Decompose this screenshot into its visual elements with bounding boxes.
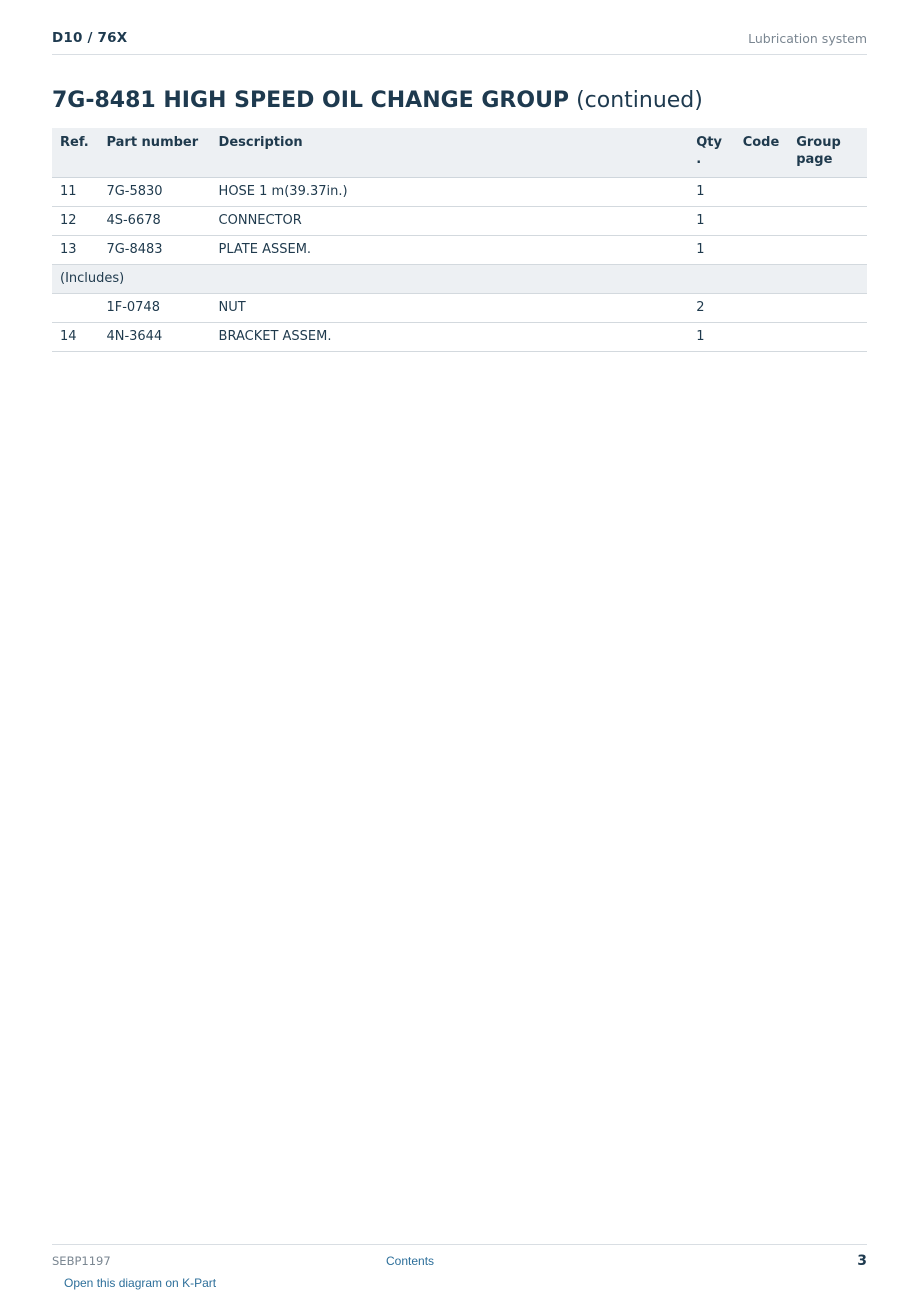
- qty-cell: 1: [688, 323, 734, 352]
- column-header-group-page: [788, 128, 867, 178]
- title-suffix: (continued): [576, 88, 703, 113]
- includes-group-row: [52, 265, 867, 294]
- table-header-row: [52, 128, 867, 178]
- description-cell: HOSE 1 m(39.37in.): [211, 178, 689, 207]
- code-cell: [735, 236, 789, 265]
- group-page-cell: [788, 178, 867, 207]
- code-cell: [735, 178, 789, 207]
- description-cell: NUT: [211, 294, 689, 323]
- page-number: 3: [857, 1253, 867, 1269]
- model-label: D10 / 76X: [52, 30, 128, 46]
- description-cell: BRACKET ASSEM.: [211, 323, 689, 352]
- code-cell: [735, 207, 789, 236]
- group-page-cell: [788, 323, 867, 352]
- part-number-cell: 7G-5830: [98, 178, 210, 207]
- ref-cell: 12: [52, 207, 98, 236]
- group-page-cell: [788, 236, 867, 265]
- page-title: [52, 88, 703, 113]
- ref-cell: 11: [52, 178, 98, 207]
- qty-cell: 1: [688, 207, 734, 236]
- group-page-cell: [788, 207, 867, 236]
- table-row: [52, 178, 867, 207]
- part-number-cell: 4N-3644: [98, 323, 210, 352]
- includes-label: (Includes): [52, 265, 867, 294]
- part-number-cell: 4S-6678: [98, 207, 210, 236]
- document-id: SEBP1197: [52, 1254, 111, 1268]
- group-header-line1: Group: [796, 135, 841, 150]
- qty-header-line2: .: [696, 152, 702, 167]
- group-page-cell: [788, 294, 867, 323]
- page-header: [52, 28, 867, 55]
- table-row: [52, 207, 867, 236]
- parts-table: [52, 128, 867, 352]
- page-footer: [52, 1244, 867, 1275]
- table-row: [52, 294, 867, 323]
- ref-cell: 13: [52, 236, 98, 265]
- column-header-ref: Ref.: [52, 128, 98, 178]
- column-header-description: Description: [211, 128, 689, 178]
- qty-header-line1: Qty: [696, 135, 722, 150]
- qty-cell: 1: [688, 236, 734, 265]
- group-title: 7G-8481 HIGH SPEED OIL CHANGE GROUP: [52, 88, 570, 113]
- description-cell: PLATE ASSEM.: [211, 236, 689, 265]
- ref-cell: 14: [52, 323, 98, 352]
- code-cell: [735, 294, 789, 323]
- column-header-code: Code: [735, 128, 789, 178]
- column-header-part-number: Part number: [98, 128, 210, 178]
- ref-cell: [52, 294, 98, 323]
- group-header-line2: page: [796, 152, 833, 167]
- table-row: [52, 236, 867, 265]
- part-number-cell: 1F-0748: [98, 294, 210, 323]
- qty-cell: 2: [688, 294, 734, 323]
- table-row: [52, 323, 867, 352]
- column-header-qty: [688, 128, 734, 178]
- description-cell: CONNECTOR: [211, 207, 689, 236]
- contents-link[interactable]: Contents: [386, 1254, 435, 1268]
- kpart-diagram-link[interactable]: Open this diagram on K-Part: [64, 1276, 217, 1290]
- part-number-cell: 7G-8483: [98, 236, 210, 265]
- code-cell: [735, 323, 789, 352]
- section-label: Lubrication system: [748, 31, 867, 46]
- qty-cell: 1: [688, 178, 734, 207]
